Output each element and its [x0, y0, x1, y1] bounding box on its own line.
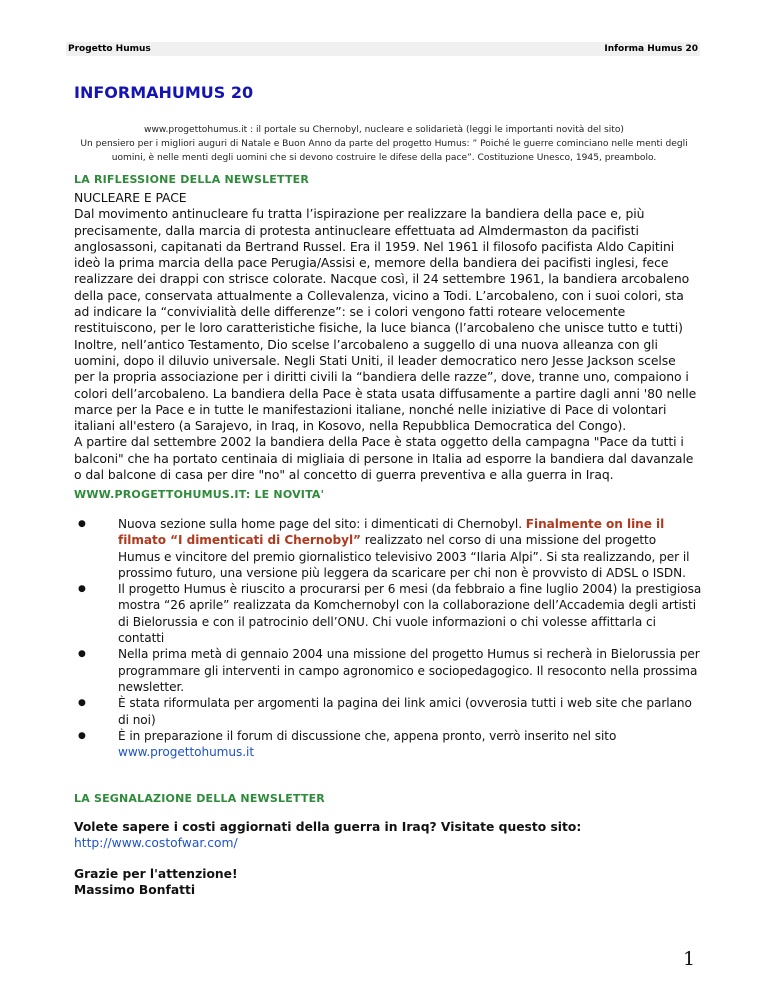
- closing-signature: Massimo Bonfatti: [74, 883, 196, 897]
- bullet-icon: ●: [78, 519, 86, 529]
- novita-item-1: ● Nuova sezione sulla home page del sito: i dimenticati di Chernobyl. Finalmente on line il filmato “I dimenticati di Chernobyl” realizzato nel corso di una missione del progetto Humus e vincitore del premio giornalistico televisivo 2003 “Ilaria Alpi”. Si sta realizzando, per il prossimo futuro, una versione più leggera da scaricare per chi non è provvisto di ADSL o ISDN.: [78, 517, 690, 580]
- riflessione-paragraph-2: A partire dal settembre 2002 la bandiera della Pace è stata oggetto della campagna "Pace da tutti i balconi" che ha portato centinaia di migliaia di persone in Italia ad esporre la bandiera dal davanzale o dal balcone di casa per dire "no" al concetto di guerra preventiva e alla guerra in Iraq.: [74, 434, 694, 483]
- riflessione-heading: LA RIFLESSIONE DELLA NEWSLETTER: [74, 173, 310, 186]
- costofwar-link[interactable]: http://www.costofwar.com/: [74, 836, 238, 850]
- novita-item-5: ● È in preparazione il forum di discussione che, appena pronto, verrò inserito nel sito www.progettohumus.it: [78, 728, 617, 760]
- page-header: [66, 42, 700, 56]
- closing-thanks: Grazie per l'attenzione!: [74, 867, 238, 881]
- film-link[interactable]: Finalmente on line il filmato “I dimenticati di Chernobyl”: [118, 517, 665, 548]
- riflessione-subheading: NUCLEARE E PACE: [74, 190, 187, 205]
- header-right: Informa Humus 20: [604, 44, 698, 54]
- segnalazione-question: Volete sapere i costi aggiornati della guerra in Iraq? Visitate questo sito:: [74, 820, 582, 834]
- bullet-icon: ●: [78, 698, 86, 709]
- riflessione-paragraph-1: Dal movimento antinucleare fu tratta l’ispirazione per realizzare la bandiera della pace e, più precisamente, dalla marcia di protesta antinucleare effettuata ad Almdermaston da pacifisti anglosassoni, capitanati da Bertrand Russel. Era il 1959. Nel 1961 il filosofo pacifista Aldo Capitini ideò la prima marcia della pace Perugia/Assisi e, memore della bandiera dei pacifisti inglesi, fece realizzare dei drappi con strisce colorate. Nacque così, il 24 settembre 1961, la bandiera arcobaleno della pace, conservata attualmente a Collevalenza, vicino a Todi. L’arcobaleno, con i suoi colori, sta ad indicare la “convivialità delle differenze”: se i colori vengono fatti roteare velocemente restituiscono, per le loro caratteristiche fisiche, la luce bianca (l’arcobaleno che unisce tutto e tutti) Inoltre, nell’antico Testamento, Dio scelse l’arcobaleno a suggello di una nuova alleanza con gli uomini, dopo il diluvio universale. Negli Stati Uniti, il leader democratico nero Jesse Jackson scelse per la propria associazione per i diritti civili la “bandiera delle razze”, dove, tranne uno, compaiono i colori dell’arcobaleno. La bandiera della Pace è stata usata diffusamente a partire dagli anni '80 nelle marce per la Pace e in tutte le manifestazioni italiane, nonché nelle iniziative di Pace di volontari italiani all'estero (a Sarajevo, in Iraq, in Kosovo, nella Repubblica Democratica del Congo).: [74, 206, 697, 434]
- bullet-icon: ●: [78, 730, 86, 741]
- segnalazione-heading: LA SEGNALAZIONE DELLA NEWSLETTER: [74, 792, 325, 805]
- bullet-icon: ●: [78, 649, 86, 660]
- header-left: Progetto Humus: [68, 44, 151, 54]
- newsletter-title: INFORMAHUMUS 20: [74, 83, 254, 102]
- bullet-icon: ●: [78, 584, 86, 595]
- page-number: 1: [683, 948, 696, 970]
- closing-block: [74, 866, 238, 898]
- novita-item-3: ● Nella prima metà di gennaio 2004 una missione del progetto Humus si recherà in Bielorussia per programmare gli interventi in campo agronomico e sociopedagogico. Il resoconto nella prossima newsletter.: [78, 647, 700, 694]
- novita-heading: WWW.PROGETTOHUMUS.IT: LE NOVITA': [74, 488, 325, 501]
- riflessione-body: [74, 190, 698, 483]
- novita-item-4: ● È stata riformulata per argomenti la pagina dei link amici (ovverosia tutti i web site che parlano di noi): [78, 696, 692, 727]
- novita-item-2: ● Il progetto Humus è riuscito a procurarsi per 6 mesi (da febbraio a fine luglio 2004) la prestigiosa mostra “26 aprile” realizzata da Komchernobyl con la collaborazione dell’Accademia degli artisti di Bielorussia e con il patrocinio dell’ONU. Chi vuole informazioni o chi volesse affittarla ci contatti: [78, 582, 702, 646]
- intro-line-1: www.progettohumus.it : il portale su Chernobyl, nucleare e solidarietà (leggi le importanti novità del sito): [144, 125, 624, 135]
- intro-line-2: Un pensiero per i migliori auguri di Natale e Buon Anno da parte del progetto Humus: ” Poiché le guerre cominciano nelle menti degli uomini, è nelle menti degli uomini che si devono costruire le difese della pace”. Costituzione Unesco, 1945, preambolo.: [80, 139, 688, 163]
- novita-list: [74, 516, 702, 760]
- site-link[interactable]: www.progettohumus.it: [118, 745, 255, 760]
- segnalazione-block: [74, 819, 581, 851]
- intro-block: [68, 123, 700, 165]
